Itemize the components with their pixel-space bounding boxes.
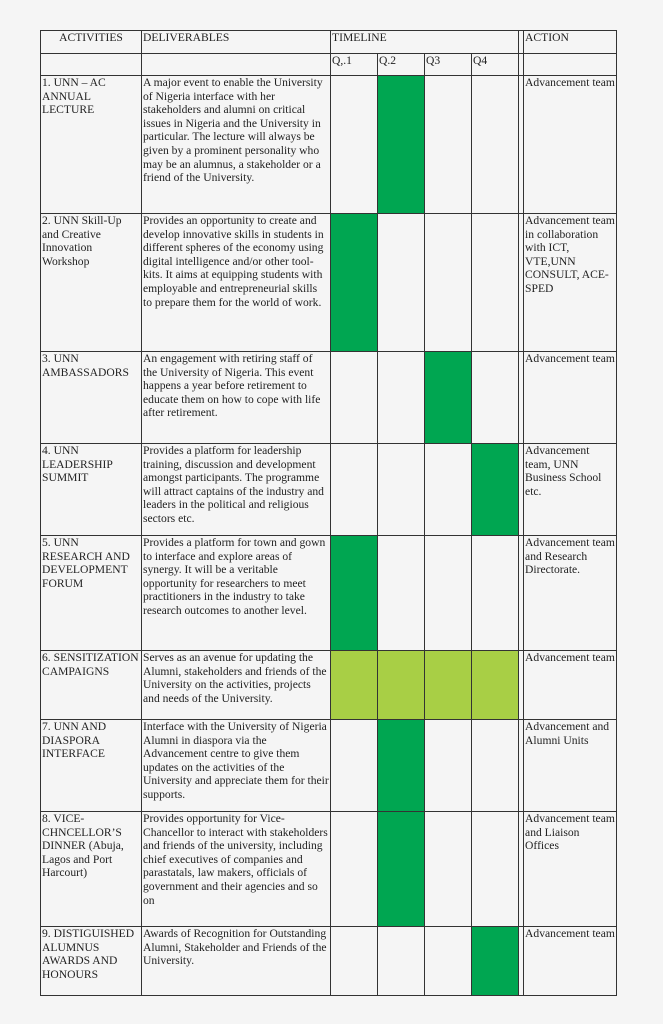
activity-row: [41, 536, 617, 651]
deliverable-cell: An engagement with retiring staff of the University of Nigeria. This event happens a year before retirement to educate them on how to cope with life after retirement.: [142, 352, 331, 444]
timeline-cell-q2: [378, 536, 425, 651]
quarter-label-q3: Q3: [425, 54, 472, 76]
timeline-cell-q1: [331, 927, 378, 996]
quarter-label-q2: Q.2: [378, 54, 425, 76]
activity-row: [41, 352, 617, 444]
timeline-cell-q3: [425, 352, 472, 444]
timeline-cell-q2: [378, 352, 425, 444]
timeline-cell-q1: [331, 214, 378, 352]
timeline-cell-q4: [472, 76, 519, 214]
activity-cell: 6. SENSITIZATION CAMPAIGNS: [41, 651, 142, 720]
activity-cell: 2. UNN Skill-Up and Creative Innovation Workshop: [41, 214, 142, 352]
timeline-cell-q3: [425, 444, 472, 536]
quarter-row: [41, 54, 617, 76]
timeline-cell-q4: [472, 536, 519, 651]
timeline-cell-q3: [425, 927, 472, 996]
action-subheader: [524, 54, 617, 76]
action-cell: Advancement team, UNN Business School etc.: [524, 444, 617, 536]
timeline-cell-q2: [378, 651, 425, 720]
deliverables-header: DELIVERABLES: [142, 31, 331, 54]
activity-cell: 3. UNN AMBASSADORS: [41, 352, 142, 444]
timeline-cell-q3: [425, 651, 472, 720]
action-cell: Advancement team: [524, 352, 617, 444]
activity-cell: 8. VICE-CHNCELLOR’S DINNER (Abuja, Lagos and Port Harcourt): [41, 812, 142, 927]
timeline-cell-q4: [472, 812, 519, 927]
timeline-cell-q2: [378, 927, 425, 996]
timeline-cell-q1: [331, 444, 378, 536]
activities-header: ACTIVITIES: [41, 31, 142, 54]
timeline-cell-q1: [331, 536, 378, 651]
action-cell: Advancement team: [524, 76, 617, 214]
action-header: ACTION: [524, 31, 617, 54]
timeline-cell-q2: [378, 812, 425, 927]
activities-subheader: [41, 54, 142, 76]
timeline-cell-q4: [472, 214, 519, 352]
timeline-cell-q4: [472, 720, 519, 812]
timeline-cell-q3: [425, 536, 472, 651]
deliverable-cell: Interface with the University of Nigeria Alumni in diaspora via the Advancement centre to give them updates on the activities of the University and appreciate them for their supports.: [142, 720, 331, 812]
timeline-cell-q2: [378, 444, 425, 536]
activity-row: [41, 444, 617, 536]
timeline-cell-q4: [472, 651, 519, 720]
quarter-label-q1: Q,.1: [331, 54, 378, 76]
action-cell: Advancement team: [524, 651, 617, 720]
deliverable-cell: A major event to enable the University of Nigeria interface with her stakeholders and alumni on critical issues in Nigeria and the University in particular. The lecture will always be given by a prominent personality who may be an alumnus, a stakeholder or a friend of the University.: [142, 76, 331, 214]
activity-cell: 1. UNN – AC ANNUAL LECTURE: [41, 76, 142, 214]
action-cell: Advancement and Alumni Units: [524, 720, 617, 812]
activity-row: [41, 214, 617, 352]
timeline-cell-q3: [425, 812, 472, 927]
deliverable-cell: Serves as an avenue for updating the Alumni, stakeholders and friends of the University on the activities, projects and needs of the University.: [142, 651, 331, 720]
action-cell: Advancement team and Liaison Offices: [524, 812, 617, 927]
timeline-cell-q4: [472, 444, 519, 536]
activity-cell: 9. DISTIGUISHED ALUMNUS AWARDS AND HONOURS: [41, 927, 142, 996]
action-cell: Advancement team: [524, 927, 617, 996]
action-cell: Advancement team and Research Directorate.: [524, 536, 617, 651]
timeline-cell-q2: [378, 76, 425, 214]
timeline-cell-q1: [331, 76, 378, 214]
activity-cell: 4. UNN LEADERSHIP SUMMIT: [41, 444, 142, 536]
activity-row: [41, 76, 617, 214]
activities-timeline-table: [40, 30, 617, 996]
header-row: [41, 31, 617, 54]
activity-row: [41, 812, 617, 927]
activity-cell: 5. UNN RESEARCH AND DEVELOPMENT FORUM: [41, 536, 142, 651]
deliverable-cell: Provides opportunity for Vice-Chancellor to interact with stakeholders and friends of the university, including chief executives of companies and parastatals, law makers, officials of government and their agencies and so on: [142, 812, 331, 927]
deliverable-cell: Provides a platform for town and gown to interface and explore areas of synergy. It will be a veritable opportunity for researchers to meet practitioners in the industry to take research outcomes to another level.: [142, 536, 331, 651]
timeline-cell-q4: [472, 352, 519, 444]
timeline-cell-q1: [331, 352, 378, 444]
timeline-cell-q3: [425, 214, 472, 352]
activity-row: [41, 651, 617, 720]
timeline-cell-q1: [331, 812, 378, 927]
deliverable-cell: Provides a platform for leadership training, discussion and development amongst participants. The programme will attract captains of the industry and leaders in the political and religious sectors etc.: [142, 444, 331, 536]
timeline-cell-q2: [378, 720, 425, 812]
timeline-cell-q4: [472, 927, 519, 996]
timeline-cell-q1: [331, 720, 378, 812]
activity-row: [41, 720, 617, 812]
timeline-cell-q2: [378, 214, 425, 352]
deliverable-cell: Awards of Recognition for Outstanding Alumni, Stakeholder and Friends of the University.: [142, 927, 331, 996]
timeline-cell-q3: [425, 76, 472, 214]
timeline-cell-q3: [425, 720, 472, 812]
deliverables-subheader: [142, 54, 331, 76]
timeline-cell-q1: [331, 651, 378, 720]
timeline-header: TIMELINE: [331, 31, 519, 54]
action-cell: Advancement team in collaboration with ICT, VTE,UNN CONSULT, ACE-SPED: [524, 214, 617, 352]
activity-cell: 7. UNN AND DIASPORA INTERFACE: [41, 720, 142, 812]
activity-row: [41, 927, 617, 996]
deliverable-cell: Provides an opportunity to create and develop innovative skills in students in different spheres of the economy using digital intelligence and/or other tool-kits. It aims at equipping students with employable and entrepreneurial skills to prepare them for the world of work.: [142, 214, 331, 352]
quarter-label-q4: Q4: [472, 54, 519, 76]
